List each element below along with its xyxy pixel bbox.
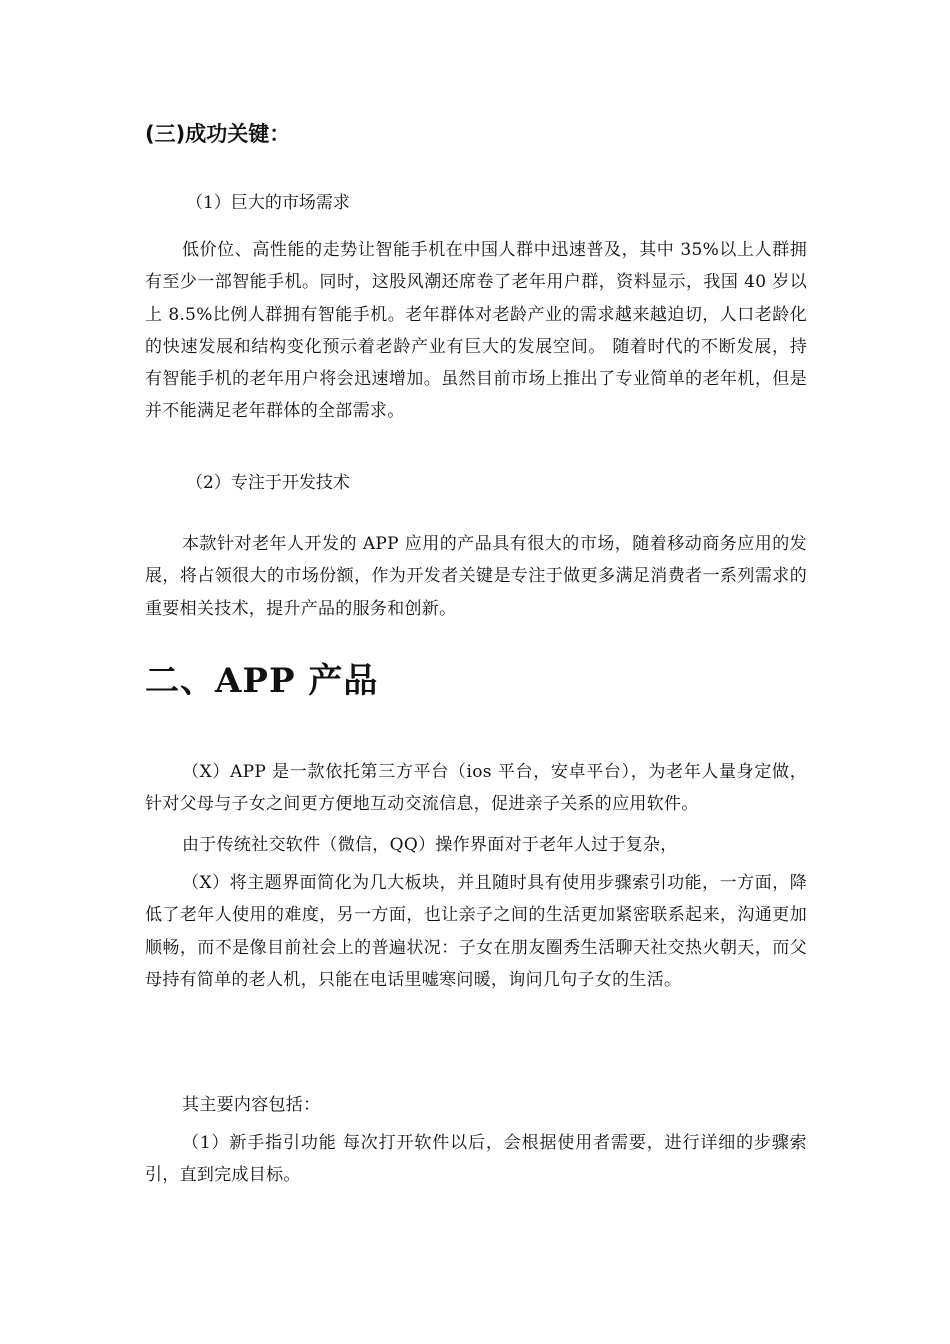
paragraph-app-detail: （X）将主题界面简化为几大板块，并且随时具有使用步骤索引功能，一方面，降低了老年人使用的难度，另一方面，也让亲子之间的生活更加紧密联系起来，沟通更加顺畅，而不是像目前社会上的普遍状况：子女在朋友圈秀生活聊天社交热火朝天，而父母持有简单的老人机，只能在电话里嘘寒问暖，询问几句子女的生活。 xyxy=(145,873,807,990)
section-heading-app-product: 二、APP 产品 xyxy=(145,661,379,701)
subheading-dev-tech: （2）专注于开发技术 xyxy=(186,473,350,493)
paragraph-market-demand: 低价位、高性能的走势让智能手机在中国人群中迅速普及，其中 35%以上人群拥有至少一部智能手机。同时，这股风潮还席卷了老年用户群，资料显示，我国 40 岁以上 8.5%比例人群拥有智能手机。老年群体对老龄产业的需求越来越迫切，人口老龄化的快速发展和结构变化预示着老龄产业有巨大的发展空间。 随着时代的不断发展，持有智能手机的老年用户将会迅速增加。虽然目前市场上推出了专业简单的老年机，但是并不能满足老年群体的全部需求。 xyxy=(145,240,807,422)
paragraph-app-intro: （X）APP 是一款依托第三方平台（ios 平台，安卓平台），为老年人量身定做，针对父母与子女之间更方便地互动交流信息，促进亲子关系的应用软件。 xyxy=(145,762,807,815)
paragraph-contents-label: 其主要内容包括： xyxy=(182,1095,321,1115)
paragraph-app-reason: 由于传统社交软件（微信，QQ）操作界面对于老年人过于复杂， xyxy=(182,835,678,855)
paragraph-dev-tech: 本款针对老年人开发的 APP 应用的产品具有很大的市场，随着移动商务应用的发展，将占领很大的市场份额，作为开发者关键是专注于做更多满足消费者一系列需求的重要相关技术，提升产品的服务和创新。 xyxy=(145,534,807,619)
paragraph-feature-guide: （1）新手指引功能 每次打开软件以后，会根据使用者需要，进行详细的步骤索引，直到完成目标。 xyxy=(145,1133,807,1186)
section-heading-success-keys: (三)成功关键： xyxy=(145,122,291,146)
subheading-market-demand: （1）巨大的市场需求 xyxy=(186,193,350,213)
